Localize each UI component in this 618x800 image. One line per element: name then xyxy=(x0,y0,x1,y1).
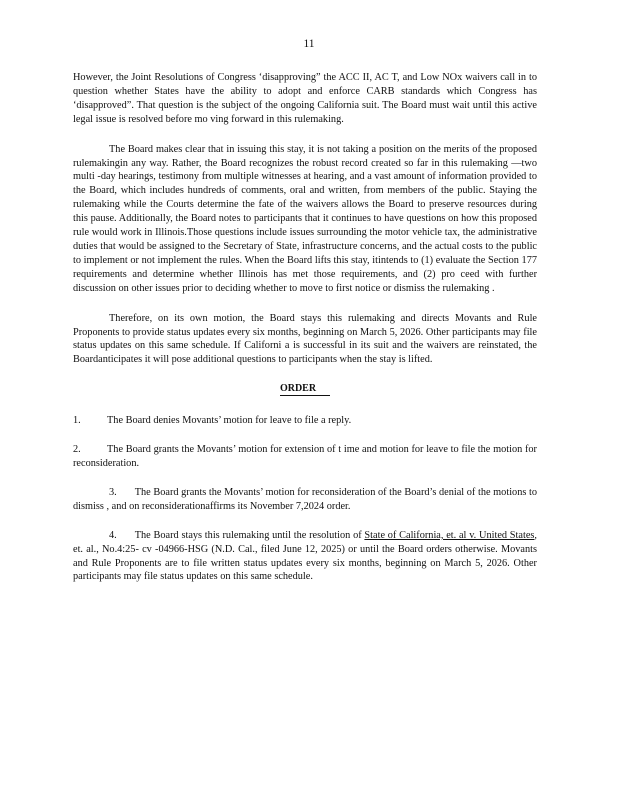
order-item-number: 3. xyxy=(109,486,117,498)
order-item-number: 1. xyxy=(73,415,81,427)
order-item-number: 2. xyxy=(73,444,81,456)
order-item-2 xyxy=(73,443,537,471)
case-citation: State of California, et. al v. United States xyxy=(364,529,535,541)
order-item-4 xyxy=(73,529,537,585)
document-body xyxy=(73,71,537,599)
paragraph-stay-directive: Therefore, on its own motion, the Board stays this rulemaking and directs Movants and Rule Proponents to provide status updates every six months, beginning on March 5, 2026. Other participants may file status updates on this same schedule. If Californi a is successful in its suit and the waivers are reinstated, the Boardanticipates it will pose additional questions to participants when the stay is lifted. xyxy=(73,312,537,366)
order-item-text-before: The Board stays this rulemaking until the resolution of xyxy=(134,529,365,541)
paragraph-board-position: The Board makes clear that in issuing this stay, it is not taking a position on the merits of the proposed rulemakingin any way. Rather, the Board recognizes the robust record created so far in this rulemaking —two multi -day hearings, testimony from multiple witnesses at hearing, and a vast amount of information provided to the Board, which includes hundreds of comments, oral and written, from members of the public. Staying the rulemaking while the Courts determine the fate of the waivers allows the Board to preserve resources during this pause. Additionally, the Board notes to participants that it continues to have questions on how this proposed rule would work in Illinois.Those questions include issues surrounding the motor vehicle tax, the administrative duties that would be assigned to the Secretary of State, infrastructure concerns, and the actual costs to the public to implement or not implement the rules. When the Board lifts this stay, itintends to (1) evaluate the Section 177 requirements and determine whether Illinois has met those requirements, and (2) pro ceed with further discussion on other issues prior to deciding whether to move to first notice or dismiss the rulemaking . xyxy=(73,143,537,294)
paragraph-joint-resolutions: However, the Joint Resolutions of Congress ‘disapproving” the ACC II, AC T, and Low NOx waivers call in to question whether States have the ability to adopt and enforce CARB standards which Congress has ‘disapproved”. That question is the subject of the ongoing California suit. The Board must wait until this active legal issue is resolved before mo ving forward in this rulemaking. xyxy=(73,72,537,125)
order-item-3 xyxy=(73,486,537,514)
order-heading xyxy=(73,382,537,396)
order-heading-text: ORDER xyxy=(280,382,330,396)
order-item-text: The Board denies Movants’ motion for leave to file a reply. xyxy=(107,415,352,427)
order-item-text-after: , et. al., No.4:25- cv -04966-HSG (N.D. Cal., filed June 12, 2025) or until the Board orders otherwise. Movants and Rule Proponents are to file written status updates every six months, beginning on March 5, 2026. Other participants may file status updates on this same schedule. xyxy=(73,529,537,583)
page-number: 11 xyxy=(303,38,315,50)
order-item-1 xyxy=(73,414,537,428)
order-item-number: 4. xyxy=(109,529,117,541)
order-item-text: The Board grants the Movants’ motion for reconsideration of the Board’s denial of the motions to dismiss , and on reconsiderationaffirms its November 7,2024 order. xyxy=(73,486,537,512)
order-item-text: The Board grants the Movants’ motion for extension of t ime and motion for leave to file the motion for reconsideration. xyxy=(73,444,537,470)
